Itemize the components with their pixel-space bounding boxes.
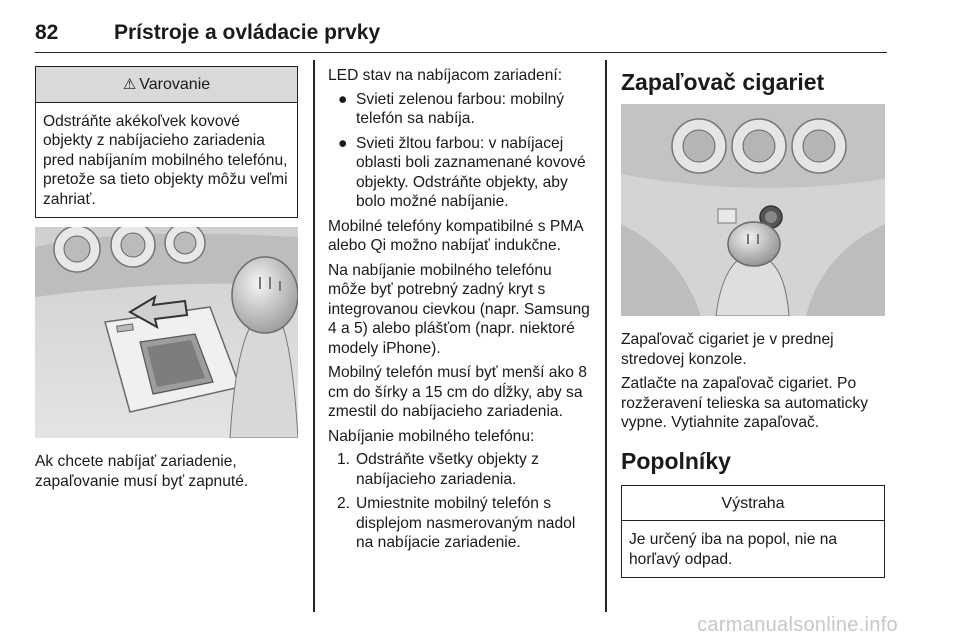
column-left	[35, 66, 298, 491]
ignition-paragraph: Ak chcete nabíjať zariadenie, zapaľovanie musí byť zapnuté.	[35, 453, 249, 490]
column-divider-right	[605, 60, 607, 612]
list-item: 2. Umiestnite mobilný telefón s displejom nasmerovaným nadol na nabíjacie zariadenie.	[337, 495, 576, 551]
cigarette-lighter-photo	[621, 104, 885, 316]
led-intro: LED stav na nabíjacom zariadení:	[328, 67, 563, 84]
warning-body	[36, 103, 297, 218]
charging-steps	[328, 450, 594, 553]
caution-box	[621, 485, 885, 579]
page-number: 82	[35, 21, 59, 44]
charging-pad-photo	[35, 227, 298, 438]
page-header	[35, 20, 887, 53]
charging-pad-illustration	[35, 227, 298, 438]
watermark: carmanualsonline.info	[697, 614, 898, 636]
column-right	[621, 66, 885, 578]
compatibility-paragraph: Mobilné telefóny kompatibilné s PMA alebo Qi možno nabíjať indukčne.	[328, 217, 583, 254]
column-middle	[328, 66, 594, 558]
list-item: ● Svieti zelenou farbou: mobilný telefón sa nabíja.	[338, 90, 565, 127]
caution-body	[622, 521, 884, 577]
step-number: 1.	[337, 451, 351, 468]
step-number: 2.	[337, 495, 351, 512]
cover-paragraph: Na nabíjanie mobilného telefónu môže byť potrebný zadný kryt s integrovanou cievkou (napr. Samsung 4 a 5) alebo plášťom (napr. niektoré modely iPhone).	[328, 261, 590, 357]
caution-text: Je určený iba na popol, nie na horľavý odpad.	[629, 531, 838, 568]
charging-intro: Nabíjanie mobilného telefónu:	[328, 427, 535, 445]
list-item: ● Svieti žltou farbou: v nabíjacej oblasti boli zaznamenané kovové objekty. Odstráňte objekty, aby bolo možné nabíjanie.	[338, 134, 586, 210]
section-title: Prístroje a ovládacie prvky	[114, 21, 381, 44]
bullet-icon: ●	[338, 90, 348, 108]
led-status-list	[328, 90, 594, 212]
cigarette-lighter-illustration	[621, 104, 885, 316]
column-divider-left	[313, 60, 315, 612]
warning-title: Varovanie	[139, 76, 211, 93]
warning-box	[35, 66, 298, 218]
list-item: 1. Odstráňte všetky objekty z nabíjacieho zariadenia.	[337, 451, 539, 488]
lighter-location-paragraph: Zapaľovač cigariet je v prednej stredovej konzole.	[621, 331, 834, 368]
caution-header	[622, 486, 884, 522]
heading-cigarette-lighter: Zapaľovač cigariet	[621, 69, 825, 95]
heading-ashtrays: Popolníky	[621, 447, 731, 474]
bullet-icon: ●	[338, 134, 348, 152]
size-paragraph: Mobilný telefón musí byť menší ako 8 cm do šírky a 15 cm do dĺžky, aby sa zmestil do nabíjacieho zariadenia.	[328, 364, 587, 420]
warning-text: Odstráňte akékoľvek kovové objekty z nabíjacieho zariadenia pred nabíjaním mobilného telefónu, pretože sa tieto objekty môžu veľmi zahriať.	[43, 112, 288, 208]
warning-header	[36, 67, 297, 103]
caution-title: Výstraha	[721, 494, 785, 512]
lighter-usage-paragraph: Zatlačte na zapaľovač cigariet. Po rozžeravení telieska sa automaticky vypne. Vytiahnite zapaľovač.	[621, 375, 869, 431]
warning-icon: ⚠	[122, 76, 137, 93]
